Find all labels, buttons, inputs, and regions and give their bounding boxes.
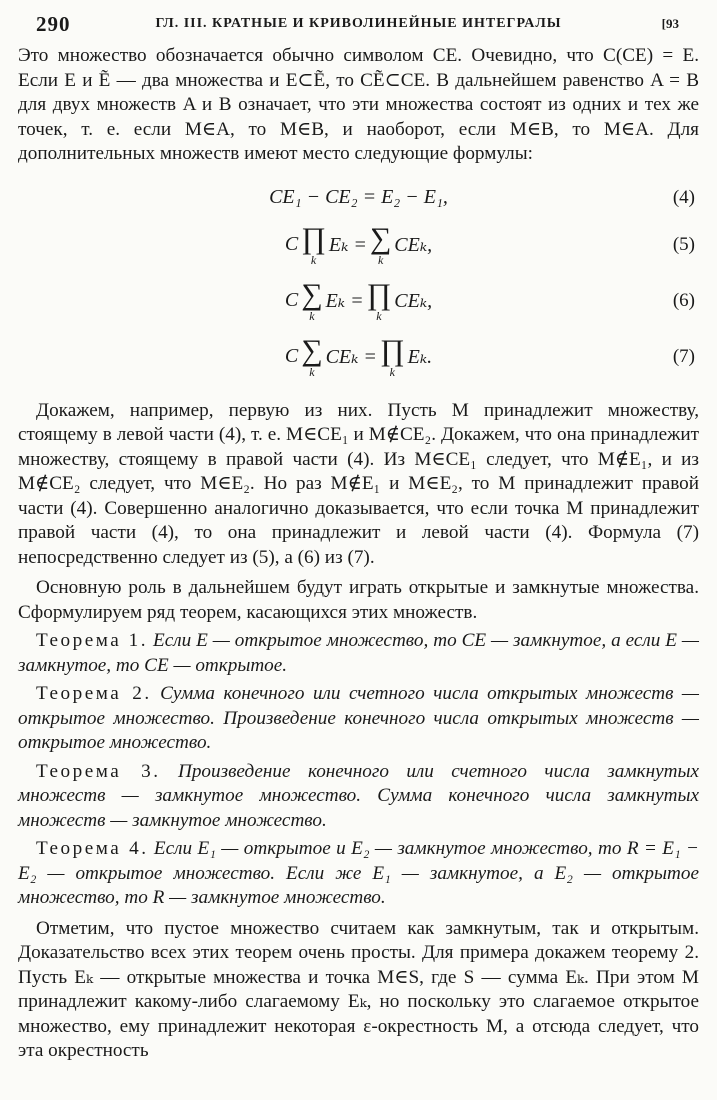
equation-5-rhs: CEₖ, xyxy=(394,234,433,256)
equation-4-body: CE₁ − CE₂ = E₂ − E₁, xyxy=(269,186,448,208)
equation-5-number: (5) xyxy=(672,233,695,255)
theorem-2-label: Теорема 2. xyxy=(36,683,152,704)
equation-6-rhs: CEₖ, xyxy=(394,290,433,312)
paragraph-open-closed: Основную роль в дальнейшем будут играть открытые и замкнутые множества. Сформулируем ряд теорем, касающихся этих множеств. xyxy=(18,577,699,623)
theorem-1-label: Теорема 1. xyxy=(36,630,149,651)
equation-6-lhs: Eₖ = xyxy=(325,290,364,312)
equation-6-sum-op: ∑ k xyxy=(301,277,323,323)
equation-6 xyxy=(18,273,699,329)
theorem-4 xyxy=(18,837,699,911)
equation-5-complement: C xyxy=(284,233,299,255)
equation-7-lhs: CEₖ = xyxy=(325,346,377,368)
equation-7-product-op: ∏ k xyxy=(379,333,405,379)
equation-6-product-op: ∏ k xyxy=(366,277,392,323)
paragraph-proof-theorem-2: Отметим, что пустое множество считаем как замкнутым, так и открытым. Доказательство всех этих теорем очень просты. Для примера докажем теорему 2. Пусть Eₖ — открытые множества и точка M∈S, где S — сумма Eₖ. При этом M принадлежит какому-либо слагаемому Eₖ, но поскольку это слагаемое открытое множество, ему принадлежит некоторая ε-окрестность M, а отсюда следует, что эта окрестность xyxy=(18,917,699,1061)
equation-7-number: (7) xyxy=(672,345,695,367)
theorem-1-text: Если E — открытое множество, то CE — замкнутое, а если E — замкнутое, то CE — открытое. xyxy=(18,630,699,676)
paragraph-proof: Докажем, например, первую из них. Пусть M принадлежит множеству, стоящему в левой части (4), т. е. M∈CE₁ и M∉CE₂. Докажем, что она принадлежит множеству, стоящему в правой части (4). Из M∈CE₁ следует, что M∉E₁, и из M∉CE₂ следует, что M∈E₂. Но раз M∉E₁ и M∈E₂, то M принадлежит правой части (4). Совершенно аналогично доказывается, что если точка M принадлежит правой части (4), то она принадлежит и левой части (4). Формула (7) непосредственно следует из (5), а (6) из (7). xyxy=(18,399,699,568)
paragraph-intro: Это множество обозначается обычно символом CE. Очевидно, что C(CE) = E. Если E и Ẽ — два множества и E⊂Ẽ, то CẼ⊂CE. В дальнейшем равенство A = B для двух множеств A и B означает, что эти множества состоят из одних и тех же точек, т. е. если M∈A, то M∈B, и наоборот, если M∈B, то M∈A. Для дополнительных множеств имеют место следующие формулы: xyxy=(18,45,699,164)
equation-5 xyxy=(18,217,699,273)
theorem-2-text: Сумма конечного или счетного числа открытых множеств — открытое множество. Произведение конечного числа открытых множеств — открытое множество. xyxy=(18,683,699,753)
theorem-2 xyxy=(18,682,699,756)
equation-7 xyxy=(18,329,699,385)
theorem-3-label: Теорема 3. xyxy=(36,760,161,782)
equation-5-lhs: Eₖ = xyxy=(328,234,367,256)
equation-5-product-op: ∏ k xyxy=(301,221,326,267)
equation-5-sum-op: ∑ k xyxy=(369,221,392,267)
equation-4 xyxy=(18,179,699,217)
section-number: [93 xyxy=(661,16,679,31)
theorem-4-label: Теорема 4. xyxy=(36,838,149,859)
equation-6-number: (6) xyxy=(672,289,695,311)
theorem-4-text: Если E₁ — открытое и E₂ — замкнутое множество, то R = E₁ − E₂ — открытое множество. Если же E₁ — замкнутое, а E₂ — открытое множество, то R — замкнутое множество. xyxy=(18,838,699,908)
running-title: ГЛ. III. КРАТНЫЕ И КРИВОЛИНЕЙНЫЕ ИНТЕГРАЛЫ xyxy=(155,16,562,31)
equation-7-complement: C xyxy=(284,345,299,367)
theorem-1 xyxy=(18,629,699,678)
theorem-3-text: Произведение конечного или счетного числа замкнутых множеств — замкнутое множество. Сумма конечного числа замкнутых множеств — замкнутое множество. xyxy=(18,760,699,831)
equation-6-complement: C xyxy=(284,289,299,311)
equation-4-number: (4) xyxy=(672,186,695,208)
equation-block xyxy=(18,179,699,385)
equation-7-rhs: Eₖ. xyxy=(407,346,433,368)
page-number: 290 xyxy=(36,12,71,36)
theorem-3 xyxy=(18,760,699,834)
equation-7-sum-op: ∑ k xyxy=(301,333,323,379)
page-header xyxy=(18,0,699,44)
